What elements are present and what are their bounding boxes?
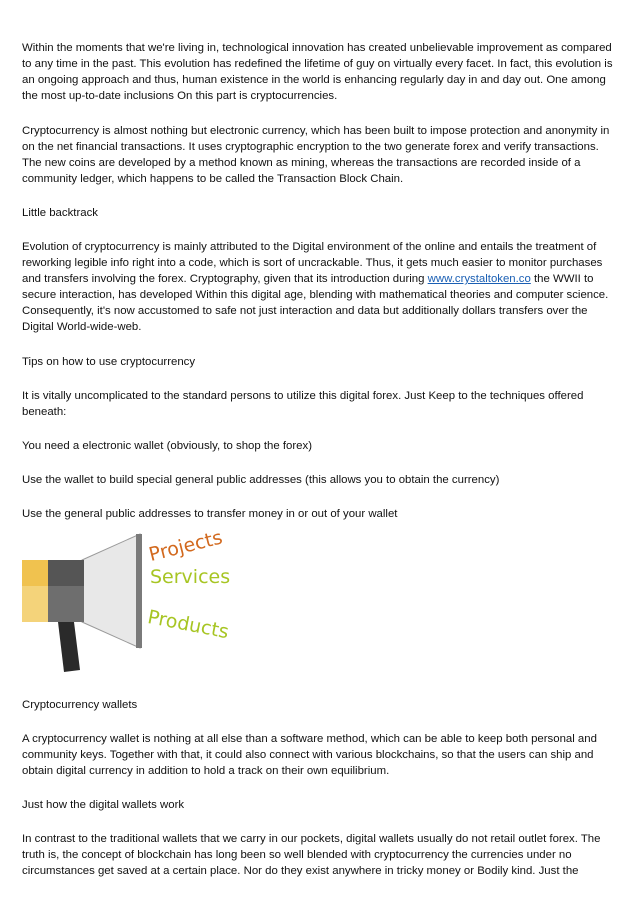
- heading-tips: Tips on how to use cryptocurrency: [22, 356, 196, 368]
- paragraph-wallets-work: In contrast to the traditional wallets that we carry in our pockets, digital wallets usually do not retail outlet forex. The truth is, the concept of blockchain has long been so well blended with cryptocurrency the currencies under no circumstances get saved at a certain place. Nor do they exist anywhere in tricky money or Bodily kind. Just the: [22, 833, 601, 877]
- megaphone-icon: [20, 532, 150, 680]
- services-label: Services: [150, 566, 231, 588]
- paragraph-step-wallet: You need a electronic wallet (obviously, to shop the forex): [22, 440, 312, 452]
- projects-label: Projects: [146, 526, 225, 566]
- paragraph-intro: Within the moments that we're living in, technological innovation has created unbelievable improvement as compared to any time in the past. This evolution has redefined the lifetime of guy on virtually every facet. In fact, this evolution is an ongoing approach and thus, human existence in the world is enhancing regularly day in and day out. One among the most up-to-date inclusions On this part is cryptocurrencies.: [22, 42, 613, 102]
- paragraph-definition: Cryptocurrency is almost nothing but electronic currency, which has been built to impose protection and anonymity in on the net financial transactions. It uses cryptographic encryption to the two generate forex and verify transactions. The new coins are developed by a method known as mining, whereas the transactions are recorded inside of a community ledger, which happens to be called the Transaction Block Chain.: [22, 125, 610, 185]
- paragraph-tips-intro: It is vitally uncomplicated to the standard persons to utilize this digital forex. Just Keep to the techniques offered beneath:: [22, 390, 584, 418]
- paragraph-evolution: [22, 239, 620, 335]
- crystaltoken-link[interactable]: www.crystaltoken.co: [427, 273, 531, 285]
- products-label: Products: [145, 606, 231, 644]
- paragraph-evolution-text-b: the WWII to secure interaction, has developed Within this digital age, blending with mathematical theories and computer science. Consequently, it's now accustomed to safe not just interaction and data but additionally dollars transfers over the Digital World-wide-web.: [22, 273, 609, 333]
- paragraph-evolution-text-a: Evolution of cryptocurrency is mainly attributed to the Digital environment of the online and entails the treatment of reworking legible info right into a code, which is sort of uncrackable. Thus, it gets much easier to monitor purchases and transfers involving the forex. Cryptography, given that its introduction during: [22, 241, 603, 285]
- paragraph-step-transfer: Use the general public addresses to transfer money in or out of your wallet: [22, 508, 398, 520]
- megaphone-illustration: [20, 526, 250, 680]
- heading-crypto-wallets: Cryptocurrency wallets: [22, 699, 138, 711]
- heading-little-backtrack: Little backtrack: [22, 207, 98, 219]
- paragraph-wallet-definition: A cryptocurrency wallet is nothing at all else than a software method, which can be able to keep both personal and community keys. Together with that, it could also connect with various blockchains, so that the users can ship and obtain digital currency in addition to hold a track on their own equilibrium.: [22, 733, 597, 777]
- paragraph-step-addresses: Use the wallet to build special general public addresses (this allows you to obtain the currency): [22, 474, 500, 486]
- heading-how-wallets-work: Just how the digital wallets work: [22, 799, 185, 811]
